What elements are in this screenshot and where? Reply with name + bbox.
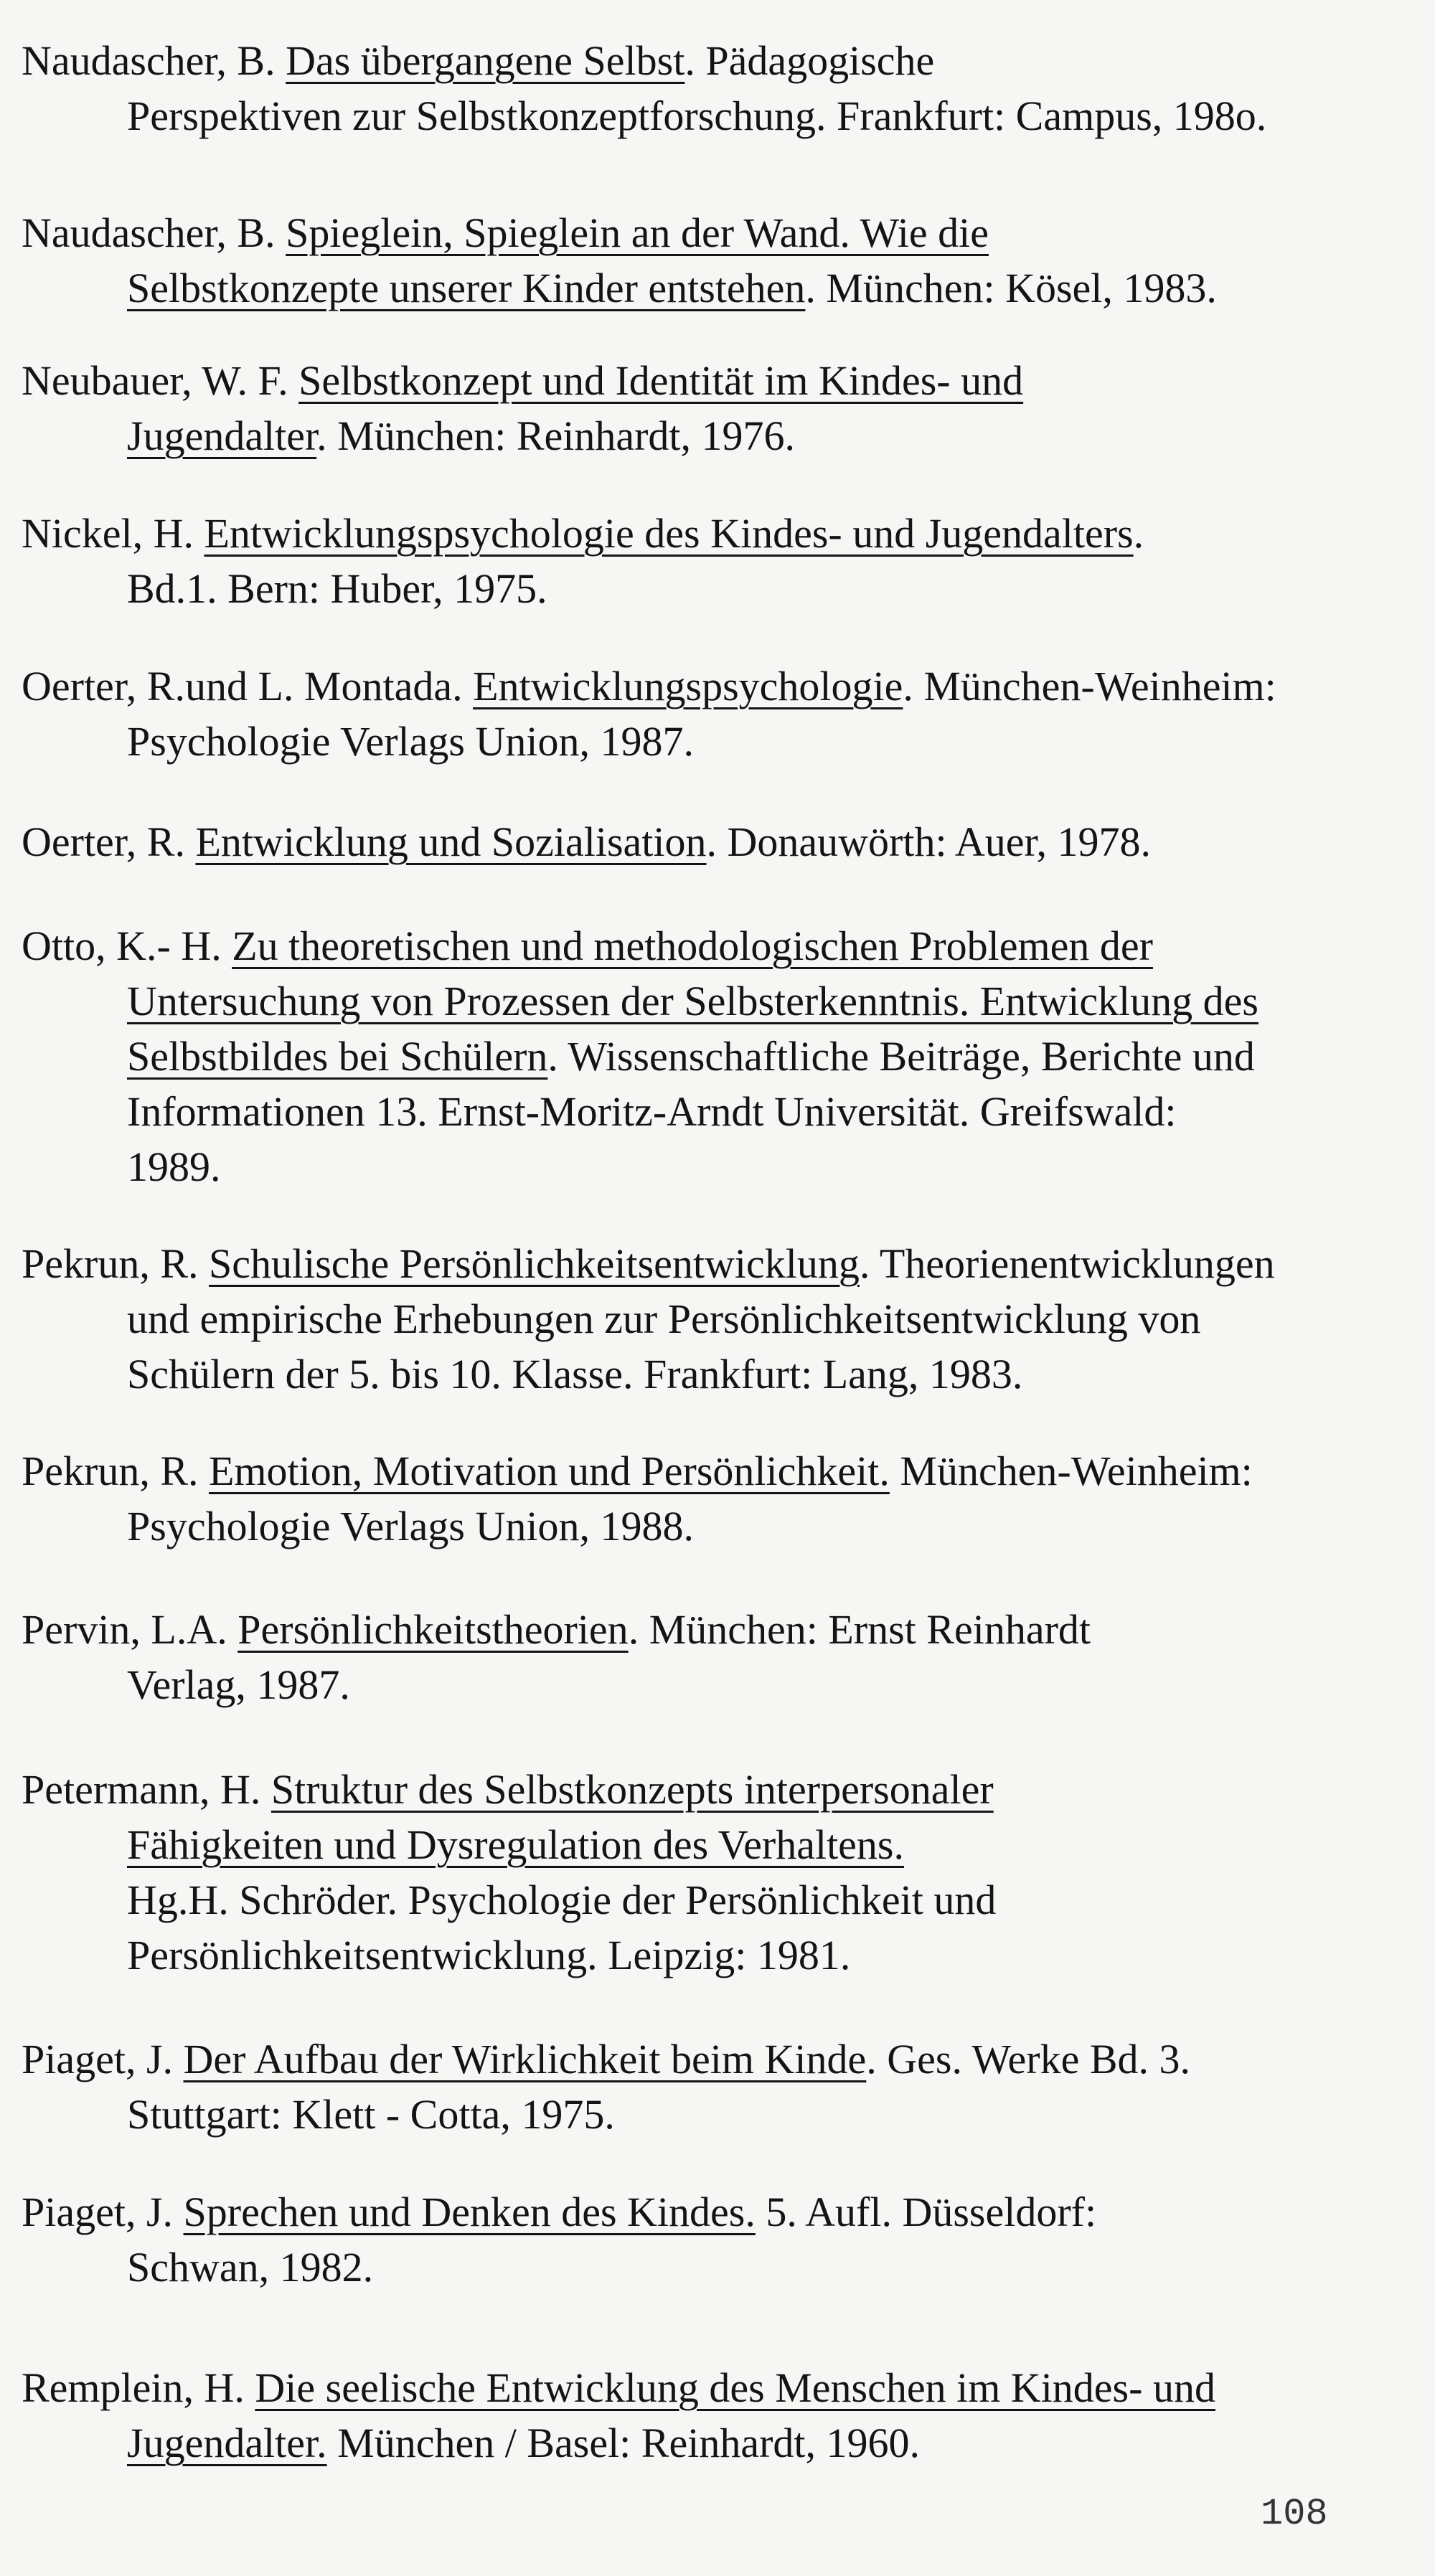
entry-text: . <box>1133 510 1144 557</box>
entry-text: Naudascher, B. <box>22 37 286 84</box>
entry-line <box>22 814 1151 869</box>
entry-title: Das übergangene Selbst <box>286 37 685 84</box>
entry-title: Der Aufbau der Wirklichkeit beim Kinde <box>183 2036 867 2082</box>
entry-line <box>22 1762 994 1817</box>
entry-text: . Donauwörth: Auer, 1978. <box>706 818 1151 865</box>
entry-title: Jugendalter <box>127 412 317 459</box>
entry-line <box>22 1602 1091 1657</box>
entry-text: Stuttgart: Klett - Cotta, 1975. <box>127 2091 615 2138</box>
entry-line <box>22 2184 1096 2240</box>
entry-line <box>127 1928 850 1983</box>
entry-title: Fähigkeiten und Dysregulation des Verhaltens. <box>127 1821 904 1868</box>
entry-line <box>22 918 1153 973</box>
entry-text: Persönlichkeitsentwicklung. Leipzig: 1981. <box>127 1932 851 1978</box>
entry-line <box>22 506 1144 561</box>
entry-text: Pekrun, R. <box>22 1240 209 1287</box>
entry-line <box>127 2415 920 2471</box>
entry-line <box>127 1499 694 1554</box>
entry-line <box>127 408 795 463</box>
page-number: 108 <box>1261 2493 1328 2535</box>
entry-text: 5. Aufl. Düsseldorf: <box>755 2189 1097 2235</box>
entry-line <box>22 33 934 88</box>
entry-line <box>22 205 989 260</box>
entry-text: Piaget, J. <box>22 2189 184 2235</box>
entry-text: Informationen 13. Ernst-Moritz-Arndt Universität. Greifswald: <box>127 1088 1177 1135</box>
entry-text: Petermann, H. <box>22 1766 271 1813</box>
entry-title: Entwicklung und Sozialisation <box>195 818 707 865</box>
entry-text: Pervin, L.A. <box>22 1606 238 1653</box>
entry-text: Remplein, H. <box>22 2364 255 2411</box>
entry-line <box>127 1817 904 1872</box>
entry-text: Schwan, 1982. <box>127 2244 374 2290</box>
entry-text: Oerter, R. <box>22 818 196 865</box>
entry-text: . München: Ernst Reinhardt <box>628 1606 1091 1653</box>
entry-title: Spieglein, Spieglein an der Wand. Wie die <box>286 209 989 256</box>
entry-text: Naudascher, B. <box>22 209 286 256</box>
entry-title: Persönlichkeitstheorien <box>237 1606 629 1653</box>
entry-line <box>127 1139 221 1194</box>
entry-title: Zu theoretischen und methodologischen Problemen der <box>232 923 1153 969</box>
entry-text: Bd.1. Bern: Huber, 1975. <box>127 565 547 612</box>
entry-line <box>127 2087 615 2142</box>
entry-line <box>127 1084 1177 1139</box>
entry-text: Piaget, J. <box>22 2036 184 2082</box>
entry-title: Untersuchung von Prozessen der Selbsterkenntnis. Entwicklung des <box>127 978 1258 1024</box>
entry-title: Die seelische Entwicklung des Menschen im Kindes- und <box>255 2364 1215 2411</box>
entry-title: Selbstbildes bei Schülern <box>127 1033 548 1080</box>
entry-line <box>127 88 1266 143</box>
entry-text: . Ges. Werke Bd. 3. <box>866 2036 1191 2082</box>
entry-text: Psychologie Verlags Union, 1987. <box>127 718 694 765</box>
entry-line <box>127 1872 996 1928</box>
entry-line <box>127 1291 1200 1346</box>
entry-title: Entwicklungspsychologie des Kindes- und Jugendalters <box>204 510 1134 557</box>
entry-text: Psychologie Verlags Union, 1988. <box>127 1503 694 1549</box>
entry-text: Oerter, R.und L. Montada. <box>22 663 474 709</box>
entry-text: Schülern der 5. bis 10. Klasse. Frankfurt: Lang, 1983. <box>127 1351 1023 1397</box>
entry-text: Pekrun, R. <box>22 1448 209 1494</box>
entry-text: München / Basel: Reinhardt, 1960. <box>326 2420 921 2466</box>
entry-title: Schulische Persönlichkeitsentwicklung <box>209 1240 860 1287</box>
entry-text: . Wissenschaftliche Beiträge, Berichte und <box>547 1033 1255 1080</box>
entry-line <box>22 659 1276 714</box>
entry-text: München-Weinheim: <box>889 1448 1253 1494</box>
entry-line <box>22 1236 1275 1291</box>
entry-text: . Pädagogische <box>684 37 935 84</box>
entry-line <box>127 1346 1022 1402</box>
entry-line <box>22 353 1023 408</box>
entry-text: Hg.H. Schröder. Psychologie der Persönlichkeit und <box>127 1877 997 1923</box>
entry-text: Otto, K.- H. <box>22 923 232 969</box>
entry-line <box>22 2360 1215 2415</box>
entry-line <box>127 260 1217 316</box>
entry-text: . München: Kösel, 1983. <box>805 265 1217 311</box>
entry-title: Selbstkonzepte unserer Kinder entstehen <box>127 265 806 311</box>
entry-line <box>22 2032 1190 2087</box>
entry-title: Jugendalter. <box>127 2420 327 2466</box>
entry-text: . München: Reinhardt, 1976. <box>316 412 796 459</box>
entry-title: Selbstkonzept und Identität im Kindes- und <box>298 357 1024 404</box>
entry-title: Struktur des Selbstkonzepts interpersonaler <box>270 1766 994 1813</box>
entry-line <box>127 714 694 769</box>
entry-title: Emotion, Motivation und Persönlichkeit. <box>209 1448 890 1494</box>
entry-title: Entwicklungspsychologie <box>473 663 903 709</box>
entry-text: . München-Weinheim: <box>903 663 1276 709</box>
entry-line <box>127 561 547 616</box>
entry-text: . Theorienentwicklungen <box>859 1240 1275 1287</box>
entry-line <box>127 1029 1255 1084</box>
entry-text: 1989. <box>127 1143 221 1190</box>
entry-text: und empirische Erhebungen zur Persönlichkeitsentwicklung von <box>127 1296 1201 1342</box>
entry-line <box>22 1443 1253 1499</box>
entry-title: Sprechen und Denken des Kindes. <box>183 2189 756 2235</box>
entry-text: Perspektiven zur Selbstkonzeptforschung. Frankfurt: Campus, 198o. <box>127 93 1267 139</box>
entry-text: Nickel, H. <box>22 510 204 557</box>
entry-line <box>127 973 1258 1029</box>
entry-text: Neubauer, W. F. <box>22 357 299 404</box>
entry-line <box>127 1657 350 1712</box>
entry-line <box>127 2240 373 2295</box>
entry-text: Verlag, 1987. <box>127 1661 350 1708</box>
